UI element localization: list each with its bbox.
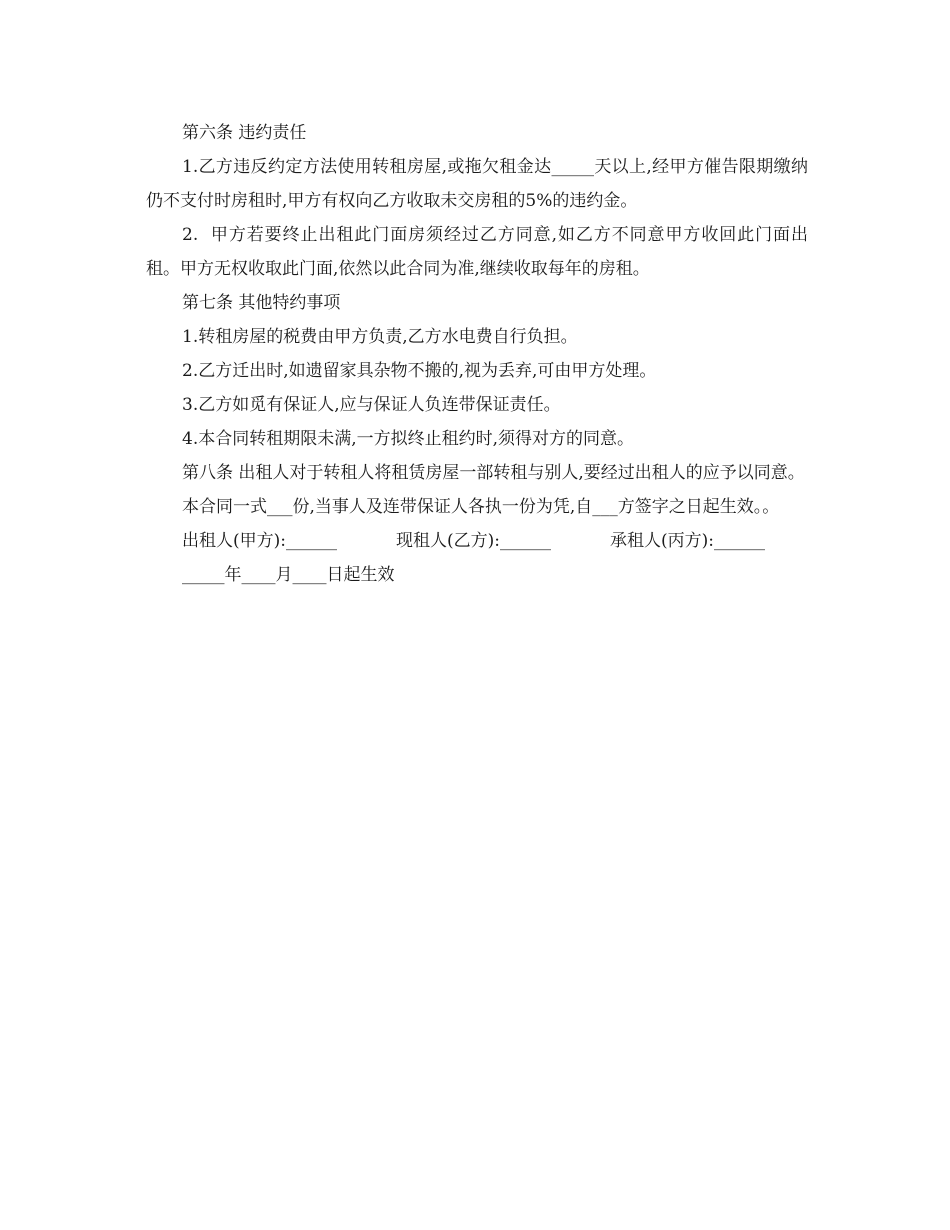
article-7-item-4: 4.本合同转租期限未满,一方拟终止租约时,须得对方的同意。 — [182, 429, 635, 449]
signature-row — [146, 524, 808, 558]
article-6-item-2: 2. 甲方若要终止出租此门面房须经过乙方同意,如乙方不同意甲方收回此门面出租。甲方无权收取此门面,依然以此合同为准,继续收取每年的房租。 — [146, 225, 808, 279]
article-7-item-2: 2.乙方迁出时,如遗留家具杂物不搬的,视为丢弃,可由甲方处理。 — [182, 361, 657, 381]
sublessee-signature-line: 承租人(丙方):______ — [610, 531, 765, 551]
article-6-item-1: 1.乙方违反约定方法使用转租房屋,或拖欠租金达_____天以上,经甲方催告限期缴纳仍不支付时房租时,甲方有权向乙方收取未交房租的5%的违约金。 — [146, 157, 808, 211]
current-lessee-signature-line: 现租人(乙方):______ — [396, 531, 551, 551]
article-7-heading: 第七条 其他特约事项 — [182, 293, 341, 313]
document-body — [146, 116, 808, 592]
effective-date-line: _____年____月____日起生效 — [182, 565, 395, 585]
copies-clause: 本合同一式___份,当事人及连带保证人各执一份为凭,自___方签字之日起生效。。 — [182, 497, 780, 517]
article-6-heading: 第六条 违约责任 — [182, 123, 307, 143]
lessor-signature-line: 出租人(甲方):______ — [182, 531, 337, 551]
article-8-text: 第八条 出租人对于转租人将租赁房屋一部转租与别人,要经过出租人的应予以同意。 — [182, 463, 805, 483]
article-7-item-3: 3.乙方如觅有保证人,应与保证人负连带保证责任。 — [182, 395, 561, 415]
article-7-item-1: 1.转租房屋的税费由甲方负责,乙方水电费自行负担。 — [182, 327, 578, 347]
